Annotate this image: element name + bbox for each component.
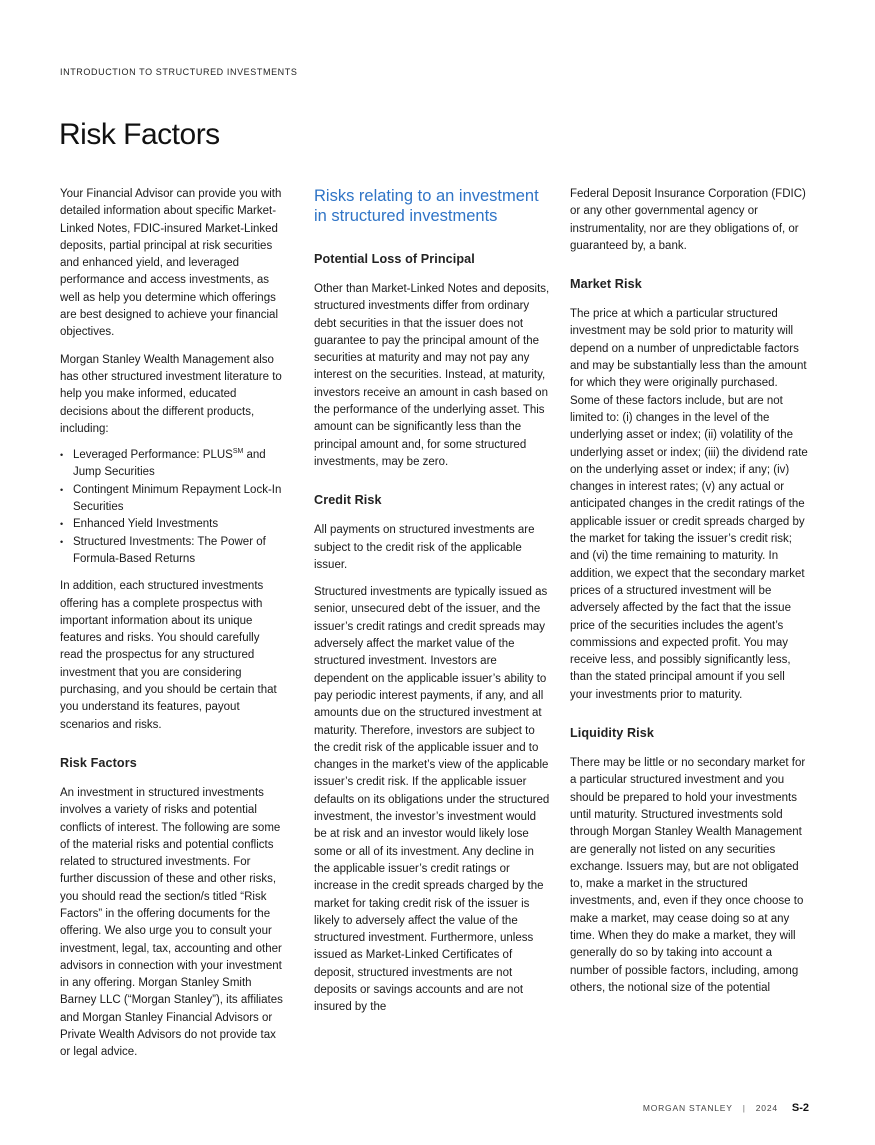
- intro-paragraph-3: In addition, each structured investments offering has a complete prospectus with important information about its unique features and risks. You should carefully read the prospectus for any structured investment that you are considering purchasing, and you should be certain that you understand its features, payout scenarios and risks.: [60, 580, 277, 731]
- intro-paragraph-1: Your Financial Advisor can provide you with detailed information about specific Market-Linked Notes, FDIC-insured Market-Linked deposits, partial principal at risk securities and enhanced yield, and leveraged performance and access investments, as well as help you determine which offerings are best designed to achieve your financial objectives.: [60, 188, 282, 339]
- market-risk-heading: Market Risk: [570, 277, 642, 292]
- footer-year: 2024: [755, 1103, 778, 1113]
- list-item-text: and Jump Securities: [73, 449, 266, 479]
- list-item: [60, 447, 285, 482]
- risks-section-heading: Risks relating to an investment in structured investments: [314, 187, 539, 225]
- risk-factors-heading: Risk Factors: [60, 755, 137, 770]
- credit-risk-paragraph-2: Structured investments are typically issued as senior, unsecured debt of the issuer, and the issuer’s credit ratings and credit spreads may adversely affect the market value of the structured investment. Investors are dependent on the applicable issuer’s ability to pay periodic interest payments, if any, and all amounts due on the structured investment at maturity. Therefore, investors are subject to the credit risk of the applicable issuer and to changes in the market’s view of the applicable issuer’s credit risk. If the applicable issuer defaults on its obligations under the structured investment, the investor’s investment would be at risk and an investor would likely lose some or all of its investment. Any decline in the applicable issuer’s credit ratings or increase in the credit spreads charged by the market for taking credit risk of the issuer is likely to adversely affect the value of the structured investment. Furthermore, unless issued as Market-Linked Certificates of deposit, structured investments are not deposits or savings accounts and are not insured by the: [314, 586, 550, 1014]
- footer-separator: |: [742, 1103, 746, 1113]
- intro-paragraph-2: Morgan Stanley Wealth Management also has other structured investment literature to help you make informed, educated decisions about the different products, including:: [60, 353, 282, 435]
- column-left: [60, 186, 285, 1072]
- loss-of-principal-paragraph: Other than Market-Linked Notes and deposits, structured investments differ from ordinary debt securities in that the issuer does not guarantee to pay the principal amount of the securities at maturity and may not pay any interest on the securities. Instead, at maturity, investors receive an amount in cash based on the performance of the underlying asset. This amount can be significantly less than the principal amount and, for some structured investments, may be zero.: [314, 283, 550, 468]
- list-item: • Enhanced Yield Investments: [60, 516, 285, 533]
- list-item: • Contingent Minimum Repayment Lock-In Securities: [60, 482, 285, 517]
- list-item: • Structured Investments: The Power of Formula-Based Returns: [60, 534, 285, 569]
- column-right: [570, 186, 810, 1007]
- market-risk-paragraph: The price at which a particular structured investment may be sold prior to maturity will depend on a number of unpredictable factors and may be substantially less than the amount for which they were originally purchased. Some of these factors include, but are not limited to: (i) changes in the level of the underlying asset or index; (ii) volatility of the underlying asset or index; (iii) the dividend rate on the underlying asset or index; if any; (iv) changes in interest rates; (v) any actual or anticipated changes in the credit ratings of the applicable issuer or credit spreads charged by the market for taking the issuer’s credit risk; and (vi) the time remaining to maturity. In addition, we expect that the secondary market prices of a structured investment will be adversely affected by the fact that the issue price of the securities includes the agent’s commissions and expected profit. You may receive less, and possibly significantly less, than the stated principal amount if you sell your investments prior to maturity.: [570, 308, 808, 701]
- risk-factors-paragraph: An investment in structured investments involves a variety of risks and potential conflicts of interest. The following are some of the material risks and potential conflicts related to structured investments. For further discussion of these and other risks, you should read the section/s titled “Risk Factors” in the offering documents for the offering. We also urge you to consult your investment, legal, tax, accounting and other advisors in connection with your investment in any offering. Morgan Stanley Smith Barney LLC (“Morgan Stanley”), its affiliates and Morgan Stanley Financial Advisors or Private Wealth Advisors do not provide tax or legal advice.: [60, 786, 283, 1059]
- column-middle: [314, 186, 550, 1027]
- page-title: Risk Factors: [59, 118, 220, 151]
- page-number: S-2: [791, 1102, 809, 1114]
- page-footer: [643, 1102, 809, 1114]
- liquidity-risk-heading: Liquidity Risk: [570, 726, 654, 741]
- product-list: [60, 447, 285, 568]
- credit-risk-heading: Credit Risk: [314, 493, 382, 508]
- credit-risk-paragraph-1: All payments on structured investments are subject to the credit risk of the applicable issuer.: [314, 524, 535, 571]
- list-item-text: Leveraged Performance: PLUS: [73, 449, 233, 462]
- continued-paragraph: Federal Deposit Insurance Corporation (FDIC) or any other governmental agency or instrumentality, nor are they obligations of, or guaranteed by, a bank.: [570, 188, 806, 252]
- liquidity-risk-paragraph: There may be little or no secondary market for a particular structured investment and you should be prepared to hold your investments until maturity. Structured investments sold through Morgan Stanley Wealth Management are generally not listed on any securities exchange. Issuers may, but are not obligated to, make a market in the structured investments, and, even if they once choose to make a market, may cease doing so at any time. When they do make a market, they will generally do so by taking into account a number of possible factors, including, among others, the notional size of the potential: [570, 757, 806, 994]
- service-mark: SM: [232, 448, 244, 456]
- loss-of-principal-heading: Potential Loss of Principal: [314, 252, 475, 266]
- footer-brand: MORGAN STANLEY: [642, 1103, 733, 1113]
- section-label: INTRODUCTION TO STRUCTURED INVESTMENTS: [60, 67, 298, 77]
